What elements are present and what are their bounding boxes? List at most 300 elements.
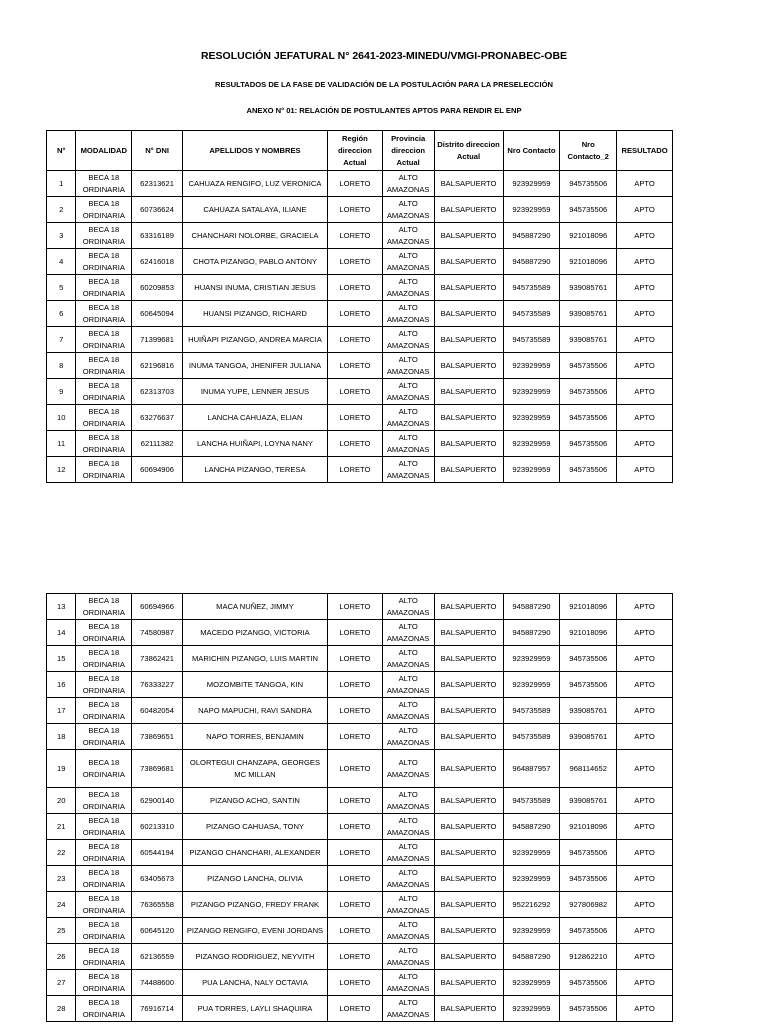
table-cell: APTO (617, 814, 673, 840)
table-cell: APTO (617, 892, 673, 918)
table-row (47, 724, 673, 750)
table-cell: 945735506 (560, 918, 617, 944)
table-cell: 7 (47, 327, 76, 353)
table-cell: BECA 18 ORDINARIA (76, 944, 132, 970)
table-cell: BALSAPUERTO (434, 249, 503, 275)
table-cell: 60645120 (132, 918, 183, 944)
table-cell: 60694966 (132, 594, 183, 620)
table-cell: 921018096 (560, 223, 617, 249)
table-cell: 927806982 (560, 892, 617, 918)
table-cell: BALSAPUERTO (434, 275, 503, 301)
table-cell: ALTO AMAZONAS (382, 353, 434, 379)
table-cell: ALTO AMAZONAS (382, 672, 434, 698)
table-cell: OLORTEGUI CHANZAPA, GEORGES MC MILLAN (182, 750, 327, 788)
table-cell: LORETO (328, 698, 383, 724)
table-cell: 24 (47, 892, 76, 918)
table-cell: INUMA YUPE, LENNER JESUS (182, 379, 327, 405)
table-cell: BALSAPUERTO (434, 353, 503, 379)
table-cell: APTO (617, 646, 673, 672)
table-cell: BECA 18 ORDINARIA (76, 996, 132, 1022)
table-cell: 73869651 (132, 724, 183, 750)
table-row (47, 223, 673, 249)
table-cell: 923929959 (503, 970, 560, 996)
table-cell: BALSAPUERTO (434, 672, 503, 698)
table-cell: 921018096 (560, 620, 617, 646)
table-cell: 71399681 (132, 327, 183, 353)
table-cell: BECA 18 ORDINARIA (76, 918, 132, 944)
table-cell: BALSAPUERTO (434, 171, 503, 197)
table-cell: BALSAPUERTO (434, 197, 503, 223)
table-row (47, 646, 673, 672)
applicants-table-page-1 (46, 130, 673, 483)
applicants-table-page-2 (46, 593, 673, 1022)
table-cell: APTO (617, 249, 673, 275)
table-row (47, 327, 673, 353)
table-cell: 25 (47, 918, 76, 944)
table-cell: ALTO AMAZONAS (382, 431, 434, 457)
table-cell: 968114652 (560, 750, 617, 788)
table-cell: 60645094 (132, 301, 183, 327)
table-cell: ALTO AMAZONAS (382, 249, 434, 275)
table-cell: APTO (617, 197, 673, 223)
table-cell: 60544194 (132, 840, 183, 866)
table-cell: 939085761 (560, 301, 617, 327)
table-cell: LORETO (328, 840, 383, 866)
table-cell: LORETO (328, 918, 383, 944)
table-cell: LORETO (328, 171, 383, 197)
header-cell: N° (47, 131, 76, 171)
table-cell: APTO (617, 223, 673, 249)
table-cell: LORETO (328, 275, 383, 301)
table-row (47, 918, 673, 944)
table-cell: ALTO AMAZONAS (382, 197, 434, 223)
table-cell: 945735506 (560, 672, 617, 698)
table-cell: HUANSI PIZANGO, RICHARD (182, 301, 327, 327)
table-cell: BECA 18 ORDINARIA (76, 724, 132, 750)
table-cell: BALSAPUERTO (434, 996, 503, 1022)
table-row (47, 431, 673, 457)
table-cell: BECA 18 ORDINARIA (76, 970, 132, 996)
table-cell: ALTO AMAZONAS (382, 620, 434, 646)
table-cell: 60482054 (132, 698, 183, 724)
table-cell: BECA 18 ORDINARIA (76, 788, 132, 814)
table-cell: ALTO AMAZONAS (382, 405, 434, 431)
table-cell: ALTO AMAZONAS (382, 750, 434, 788)
table-cell: PIZANGO LANCHA, OLIVIA (182, 866, 327, 892)
table-cell: 1 (47, 171, 76, 197)
table-cell: 939085761 (560, 788, 617, 814)
table-row (47, 353, 673, 379)
table-cell: BALSAPUERTO (434, 223, 503, 249)
table-cell: 14 (47, 620, 76, 646)
table-cell: BECA 18 ORDINARIA (76, 750, 132, 788)
table-cell: BECA 18 ORDINARIA (76, 275, 132, 301)
table-cell: 63276637 (132, 405, 183, 431)
header-cell: Distrito direccion Actual (434, 131, 503, 171)
table-row (47, 249, 673, 275)
table-cell: HUANSI INUMA, CRISTIAN JESUS (182, 275, 327, 301)
table-cell: PUA LANCHA, NALY OCTAVIA (182, 970, 327, 996)
table-cell: LANCHA CAHUAZA, ELIAN (182, 405, 327, 431)
table-cell: 4 (47, 249, 76, 275)
table-cell: BECA 18 ORDINARIA (76, 171, 132, 197)
header-cell: MODALIDAD (76, 131, 132, 171)
table-cell: 921018096 (560, 814, 617, 840)
table-cell: BECA 18 ORDINARIA (76, 457, 132, 483)
table-cell: MACEDO PIZANGO, VICTORIA (182, 620, 327, 646)
table-cell: ALTO AMAZONAS (382, 866, 434, 892)
table-cell: APTO (617, 327, 673, 353)
table-row (47, 672, 673, 698)
table-cell: LORETO (328, 594, 383, 620)
table-cell: 939085761 (560, 327, 617, 353)
table-header-row (47, 131, 673, 171)
header-cell: N° DNI (132, 131, 183, 171)
table-cell: ALTO AMAZONAS (382, 457, 434, 483)
table-cell: APTO (617, 620, 673, 646)
table-row (47, 866, 673, 892)
table-row (47, 457, 673, 483)
table-cell: MACA NUÑEZ, JIMMY (182, 594, 327, 620)
table-cell: CAHUAZA RENGIFO, LUZ VERONICA (182, 171, 327, 197)
table-cell: ALTO AMAZONAS (382, 594, 434, 620)
table-cell: 945735589 (503, 327, 560, 353)
table-cell: PIZANGO ACHO, SANTIN (182, 788, 327, 814)
table-cell: BECA 18 ORDINARIA (76, 892, 132, 918)
table-cell: LORETO (328, 996, 383, 1022)
table-cell: 8 (47, 353, 76, 379)
table-cell: 21 (47, 814, 76, 840)
table-cell: APTO (617, 457, 673, 483)
table-cell: 62313703 (132, 379, 183, 405)
table-cell: BALSAPUERTO (434, 379, 503, 405)
table-cell: LORETO (328, 724, 383, 750)
table-cell: LORETO (328, 620, 383, 646)
table-cell: APTO (617, 431, 673, 457)
table-row (47, 405, 673, 431)
table-cell: 923929959 (503, 918, 560, 944)
table-cell: APTO (617, 788, 673, 814)
table-cell: MARICHIN PIZANGO, LUIS MARTIN (182, 646, 327, 672)
table-cell: LORETO (328, 788, 383, 814)
table-cell: BECA 18 ORDINARIA (76, 672, 132, 698)
table-cell: 22 (47, 840, 76, 866)
table-cell: ALTO AMAZONAS (382, 327, 434, 353)
table-cell: INUMA TANGOA, JHENIFER JULIANA (182, 353, 327, 379)
table-cell: BALSAPUERTO (434, 457, 503, 483)
table-cell: 964887957 (503, 750, 560, 788)
table-cell: APTO (617, 944, 673, 970)
table-cell: LORETO (328, 457, 383, 483)
table-cell: 15 (47, 646, 76, 672)
table-cell: BALSAPUERTO (434, 866, 503, 892)
table-cell: 945735589 (503, 788, 560, 814)
table-cell: 923929959 (503, 405, 560, 431)
table-cell: 923929959 (503, 457, 560, 483)
table-cell: BALSAPUERTO (434, 327, 503, 353)
header-cell: Región direccion Actual (328, 131, 383, 171)
table-cell: 945887290 (503, 223, 560, 249)
table-cell: LORETO (328, 353, 383, 379)
table-cell: APTO (617, 594, 673, 620)
table-cell: 9 (47, 379, 76, 405)
table-cell: 923929959 (503, 996, 560, 1022)
table-cell: 62111382 (132, 431, 183, 457)
table-cell: ALTO AMAZONAS (382, 724, 434, 750)
table-cell: BALSAPUERTO (434, 594, 503, 620)
table-cell: 73869681 (132, 750, 183, 788)
table-cell: LORETO (328, 301, 383, 327)
table-cell: ALTO AMAZONAS (382, 814, 434, 840)
table-cell: 60694906 (132, 457, 183, 483)
table-cell: APTO (617, 750, 673, 788)
table-cell: 23 (47, 866, 76, 892)
table-cell: 18 (47, 724, 76, 750)
table-cell: 945735506 (560, 970, 617, 996)
table-row (47, 620, 673, 646)
table-cell: 945887290 (503, 594, 560, 620)
table-row (47, 171, 673, 197)
table-cell: 20 (47, 788, 76, 814)
table-cell: LORETO (328, 379, 383, 405)
table-cell: 62900140 (132, 788, 183, 814)
table-cell: LORETO (328, 970, 383, 996)
table-cell: BECA 18 ORDINARIA (76, 223, 132, 249)
table-row (47, 944, 673, 970)
table-cell: LORETO (328, 672, 383, 698)
table-cell: LORETO (328, 431, 383, 457)
table-cell: 923929959 (503, 353, 560, 379)
table-cell: BALSAPUERTO (434, 788, 503, 814)
table-cell: 923929959 (503, 866, 560, 892)
table-cell: 12 (47, 457, 76, 483)
table-cell: BECA 18 ORDINARIA (76, 353, 132, 379)
table-cell: ALTO AMAZONAS (382, 379, 434, 405)
table-cell: 76365558 (132, 892, 183, 918)
table-cell: BALSAPUERTO (434, 724, 503, 750)
table-cell: 921018096 (560, 249, 617, 275)
table-cell: 10 (47, 405, 76, 431)
header-cell: RESULTADO (617, 131, 673, 171)
table-cell: ALTO AMAZONAS (382, 301, 434, 327)
table-cell: NAPO TORRES, BENJAMIN (182, 724, 327, 750)
table-cell: 74488600 (132, 970, 183, 996)
table-cell: BECA 18 ORDINARIA (76, 379, 132, 405)
table-cell: 76916714 (132, 996, 183, 1022)
table-cell: LORETO (328, 223, 383, 249)
table-cell: 5 (47, 275, 76, 301)
header-cell: Provincia direccion Actual (382, 131, 434, 171)
table-row (47, 301, 673, 327)
header-cell: Nro Contacto (503, 131, 560, 171)
table-cell: 945735589 (503, 275, 560, 301)
table-cell: 923929959 (503, 646, 560, 672)
table-cell: BALSAPUERTO (434, 840, 503, 866)
table-cell: BALSAPUERTO (434, 431, 503, 457)
table-cell: 923929959 (503, 840, 560, 866)
table-cell: 921018096 (560, 594, 617, 620)
table-cell: APTO (617, 301, 673, 327)
table-cell: PIZANGO RENGIFO, EVENI JORDANS (182, 918, 327, 944)
table-cell: 16 (47, 672, 76, 698)
table-cell: 6 (47, 301, 76, 327)
table-cell: MOZOMBITE TANGOA, KIN (182, 672, 327, 698)
table-cell: BALSAPUERTO (434, 918, 503, 944)
table-cell: CHOTA PIZANGO, PABLO ANTONY (182, 249, 327, 275)
table-cell: ALTO AMAZONAS (382, 171, 434, 197)
table-cell: 945735506 (560, 457, 617, 483)
header-cell: Nro Contacto_2 (560, 131, 617, 171)
table-cell: ALTO AMAZONAS (382, 840, 434, 866)
table-cell: 945887290 (503, 620, 560, 646)
table-cell: PIZANGO RODRIGUEZ, NEYVITH (182, 944, 327, 970)
table-cell: BALSAPUERTO (434, 944, 503, 970)
table-cell: APTO (617, 918, 673, 944)
table-cell: APTO (617, 698, 673, 724)
table-row (47, 197, 673, 223)
table-cell: BALSAPUERTO (434, 750, 503, 788)
table-cell: 945735506 (560, 866, 617, 892)
table-cell: NAPO MAPUCHI, RAVI SANDRA (182, 698, 327, 724)
table-cell: 2 (47, 197, 76, 223)
table-cell: 939085761 (560, 275, 617, 301)
table-cell: 62196816 (132, 353, 183, 379)
table-cell: BALSAPUERTO (434, 698, 503, 724)
table-cell: APTO (617, 171, 673, 197)
table-cell: 26 (47, 944, 76, 970)
table-cell: LORETO (328, 646, 383, 672)
table-cell: BALSAPUERTO (434, 892, 503, 918)
table-cell: ALTO AMAZONAS (382, 944, 434, 970)
table-cell: ALTO AMAZONAS (382, 788, 434, 814)
document-subtitle: RESULTADOS DE LA FASE DE VALIDACIÓN DE LA POSTULACIÓN PARA LA PRESELECCIÓN (215, 80, 553, 89)
table-cell: 923929959 (503, 431, 560, 457)
table-cell: 945735506 (560, 646, 617, 672)
table-cell: LORETO (328, 197, 383, 223)
table-cell: LORETO (328, 405, 383, 431)
table-cell: 62416018 (132, 249, 183, 275)
table-cell: 945735589 (503, 724, 560, 750)
table-cell: APTO (617, 866, 673, 892)
table-cell: 945735506 (560, 353, 617, 379)
table-row (47, 814, 673, 840)
document-title: RESOLUCIÓN JEFATURAL N° 2641-2023-MINEDU/VMGI-PRONABEC-OBE (200, 50, 568, 62)
table-cell: 945887290 (503, 814, 560, 840)
table-cell: BECA 18 ORDINARIA (76, 405, 132, 431)
table-cell: LORETO (328, 866, 383, 892)
table-row (47, 840, 673, 866)
table-cell: ALTO AMAZONAS (382, 275, 434, 301)
table-cell: BECA 18 ORDINARIA (76, 698, 132, 724)
table-cell: 945735506 (560, 405, 617, 431)
table-cell: 76333227 (132, 672, 183, 698)
table-cell: ALTO AMAZONAS (382, 646, 434, 672)
table-cell: 923929959 (503, 672, 560, 698)
table-cell: APTO (617, 840, 673, 866)
table-cell: BECA 18 ORDINARIA (76, 594, 132, 620)
table-cell: BALSAPUERTO (434, 301, 503, 327)
table-cell: ALTO AMAZONAS (382, 892, 434, 918)
table-cell: LORETO (328, 814, 383, 840)
table-cell: 63405673 (132, 866, 183, 892)
table-cell: BALSAPUERTO (434, 620, 503, 646)
table-cell: LANCHA HUIÑAPI, LOYNA NANY (182, 431, 327, 457)
table-cell: 945735589 (503, 698, 560, 724)
table-cell: HUIÑAPI PIZANGO, ANDREA MARCIA (182, 327, 327, 353)
table-cell: BECA 18 ORDINARIA (76, 646, 132, 672)
table-cell: 17 (47, 698, 76, 724)
table-cell: ALTO AMAZONAS (382, 996, 434, 1022)
table-cell: LORETO (328, 249, 383, 275)
table-cell: LORETO (328, 327, 383, 353)
table-cell: BECA 18 ORDINARIA (76, 431, 132, 457)
table-cell: APTO (617, 672, 673, 698)
table-cell: BECA 18 ORDINARIA (76, 197, 132, 223)
table-row (47, 892, 673, 918)
table-row (47, 750, 673, 788)
table-cell: PIZANGO CAHUASA, TONY (182, 814, 327, 840)
table-cell: 945735506 (560, 171, 617, 197)
table-cell: 945735589 (503, 301, 560, 327)
table-cell: APTO (617, 724, 673, 750)
table-cell: APTO (617, 996, 673, 1022)
table-cell: 939085761 (560, 724, 617, 750)
table-cell: 62136559 (132, 944, 183, 970)
table-row (47, 379, 673, 405)
table-row (47, 698, 673, 724)
table-row (47, 275, 673, 301)
table-row (47, 996, 673, 1022)
table-cell: 945735506 (560, 996, 617, 1022)
table-cell: LORETO (328, 892, 383, 918)
table-cell: 945735506 (560, 431, 617, 457)
table-cell: 11 (47, 431, 76, 457)
table-cell: 74580987 (132, 620, 183, 646)
table-cell: 3 (47, 223, 76, 249)
table-cell: CAHUAZA SATALAYA, ILIANE (182, 197, 327, 223)
table-cell: 27 (47, 970, 76, 996)
table-cell: PIZANGO PIZANGO, FREDY FRANK (182, 892, 327, 918)
table-cell: 923929959 (503, 197, 560, 223)
table-cell: PIZANGO CHANCHARI, ALEXANDER (182, 840, 327, 866)
table-cell: 939085761 (560, 698, 617, 724)
table-cell: BALSAPUERTO (434, 970, 503, 996)
table-cell: CHANCHARI NOLORBE, GRACIELA (182, 223, 327, 249)
table-cell: 952216292 (503, 892, 560, 918)
table-cell: 19 (47, 750, 76, 788)
table-cell: 73862421 (132, 646, 183, 672)
table-cell: 60736624 (132, 197, 183, 223)
table-cell: BECA 18 ORDINARIA (76, 620, 132, 646)
table-cell: LORETO (328, 750, 383, 788)
table-cell: 13 (47, 594, 76, 620)
table-cell: BALSAPUERTO (434, 646, 503, 672)
table-cell: 62313621 (132, 171, 183, 197)
table-cell: 945887290 (503, 249, 560, 275)
annex-title: ANEXO N° 01: RELACIÓN DE POSTULANTES APTOS PARA RENDIR EL ENP (246, 106, 522, 115)
table-cell: 945735506 (560, 840, 617, 866)
table-cell: ALTO AMAZONAS (382, 918, 434, 944)
table-cell: 945887290 (503, 944, 560, 970)
table-cell: APTO (617, 405, 673, 431)
table-cell: 923929959 (503, 171, 560, 197)
table-cell: ALTO AMAZONAS (382, 698, 434, 724)
table-cell: LANCHA PIZANGO, TERESA (182, 457, 327, 483)
table-cell: BECA 18 ORDINARIA (76, 866, 132, 892)
table-cell: BECA 18 ORDINARIA (76, 327, 132, 353)
table-cell: 60213310 (132, 814, 183, 840)
table-cell: BECA 18 ORDINARIA (76, 814, 132, 840)
